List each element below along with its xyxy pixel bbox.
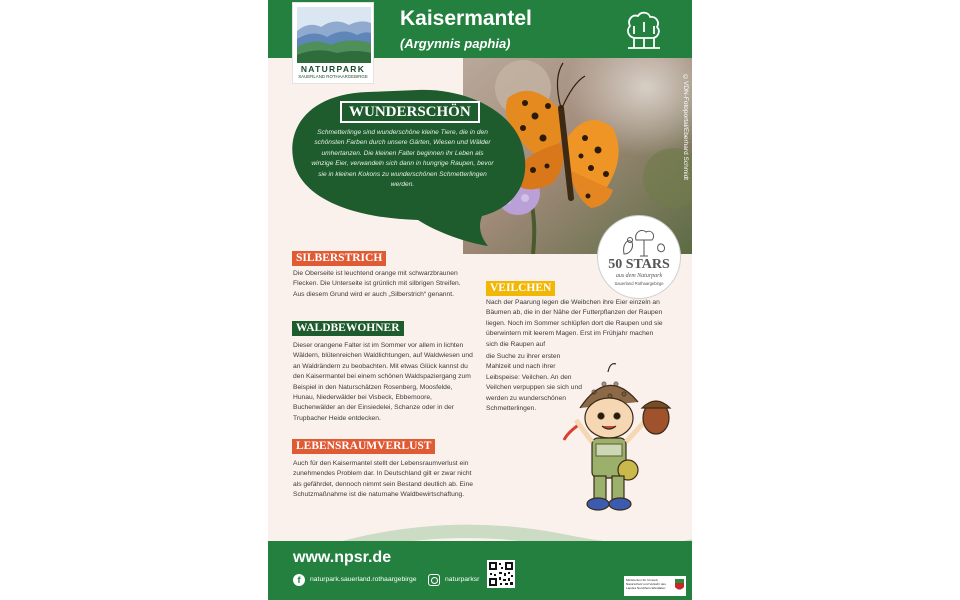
header-bar: [268, 0, 692, 79]
heading-veilchen: VEILCHEN: [486, 281, 555, 296]
fifty-stars-badge: [598, 216, 680, 298]
ministry-logo: [624, 576, 686, 596]
facebook-icon[interactable]: f: [293, 574, 305, 586]
qr-code-icon[interactable]: [487, 560, 515, 588]
intro-text: Schmetterlinge sind wunderschöne kleine Tiere, die in den schönsten Farben durch unsere Gärten, Wiesen und Wälder umhertanzen. Die kleinen Falter beginnen ihr Leben als winzige Eier, verwandeln sich dann in hungrige Raupen, bevor sie in kleinen Kokons zu wunderschönen Schmetterlingen werden.: [311, 129, 494, 189]
heading-silberstrich: SILBERSTRICH: [292, 251, 386, 266]
text-veilchen: Nach der Paarung legen die Weibchen ihre Eier einzeln an Bäumen ab, die in der Nähe der Futterpflanzen der Raupen liegen. Noch im Sommer schlüpfen dort die Raupen und sie überwintern mit leerem Magen. Erst im Frühjahr machen sich die Raupen auf: [486, 299, 663, 348]
logo-wordmark: NATURPARK: [300, 64, 366, 74]
ministry-name: Ministerium für Umwelt, Naturschutz und Verkehr des Landes Nordrhein-Westfalen: [626, 578, 666, 590]
page-title: Kaisermantel: [400, 7, 532, 30]
instagram-handle[interactable]: naturparksr: [445, 576, 480, 583]
nrw-crest-icon: [675, 579, 684, 592]
intro-heading: WUNDERSCHÖN: [340, 101, 480, 123]
heading-lebensraumverlust: LEBENSRAUMVERLUST: [292, 439, 435, 454]
logo-subline: SAUERLAND ROTHAARGEBIRGE: [298, 74, 368, 79]
landscape-logo-icon: [297, 7, 371, 63]
bird-tree-icon: [614, 226, 668, 258]
photo-credit: ©VDN-Fotoportal/Eberhard Schmidt: [682, 74, 689, 180]
text-veilchen-continued: die Suche zu ihrer ersten Mahlzeit und nach ihrer Leibspeise: Veilchen. An den Veilchen verpuppen sie sich und werden zu wunderschönen Schmetterlingen.: [486, 353, 582, 413]
page-subtitle: (Argynnis paphia): [400, 36, 511, 51]
text-waldbewohner: Dieser orangene Falter ist im Sommer vor allem in lichten Wäldern, blütenreichen Waldlichtungen, auf Waldwiesen und an Waldrändern zu beobachten. Mit etwas Glück kannst du den Kaisermantel bei einem schönen Waldspaziergang zum Beispiel in den Naturschätzen Rosenberg, Moosfelde, Hunau, Niederwälder bei Visbeck, Ebbemoore, Buchenwälder an der Einsiedelei, Schanze oder in der Trupbacher Heide entdecken.: [293, 342, 473, 422]
heading-waldbewohner: WALDBEWOHNER: [292, 321, 404, 336]
tree-icon: [622, 8, 666, 50]
info-poster: [268, 0, 692, 600]
badge-tagline: Sauerland Rothaargebirge: [614, 281, 664, 286]
text-silberstrich: Die Oberseite ist leuchtend orange mit schwarzbraunen Flecken. Die Unterseite ist grünlich mit silbrigen Streifen. Aus diesem Grund wird er auch „Silberstrich“ genannt.: [293, 270, 461, 298]
instagram-icon[interactable]: [428, 574, 440, 586]
text-lebensraumverlust: Auch für den Kaisermantel stellt der Lebensraumverlust ein zunehmendes Problem dar. In Deutschland gilt er zwar nicht als gefährdet, dennoch nimmt sein Bestand deutlich ab. Eine Schutzmaßnahme ist die naturnahe Waldbewirtschaftung.: [293, 460, 473, 499]
facebook-handle[interactable]: naturpark.sauerland.rothaargebirge: [310, 576, 417, 583]
website-link[interactable]: www.npsr.de: [293, 549, 392, 566]
acorn-mascot-icon: [558, 358, 692, 518]
badge-subtitle: aus dem Naturpark: [615, 273, 663, 279]
footer-bar: [268, 541, 692, 600]
badge-title: 50 STARS: [608, 257, 670, 272]
